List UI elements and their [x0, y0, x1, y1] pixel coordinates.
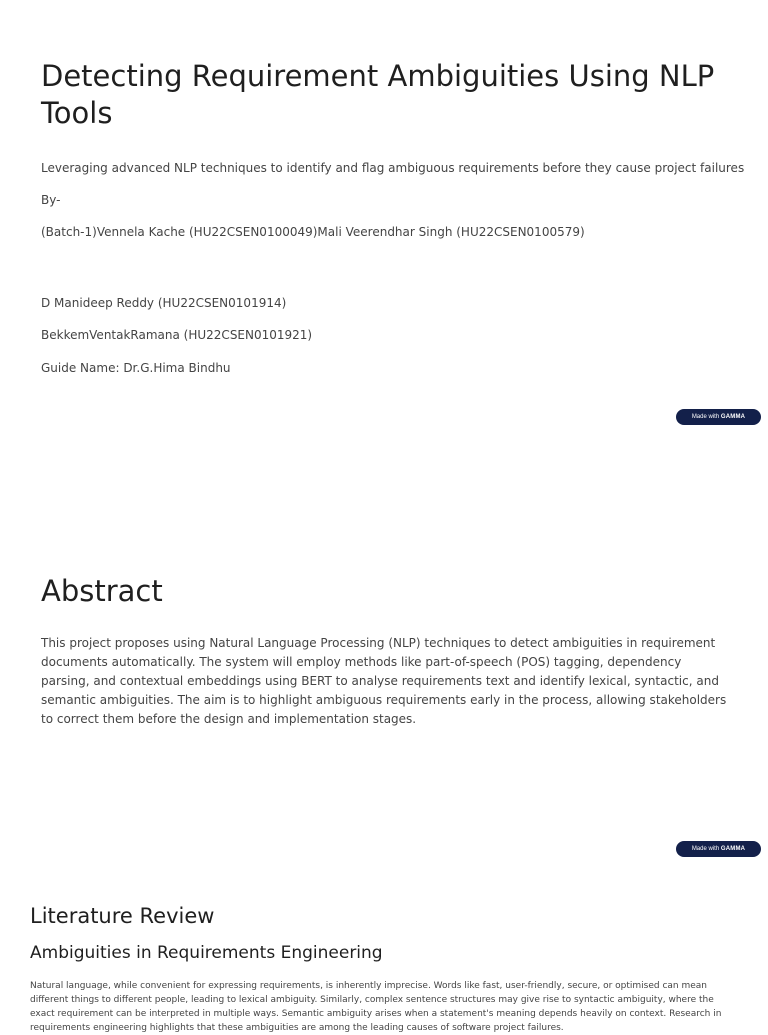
- authors-line: D Manideep Reddy (HU22CSEN0101914): [41, 296, 287, 310]
- abstract-slide: [0, 540, 768, 870]
- guide-name: Guide Name: Dr.G.Hima Bindhu: [41, 361, 231, 375]
- authors-line: BekkemVentakRamana (HU22CSEN0101921): [41, 328, 313, 342]
- badge-prefix: Made with: [691, 846, 720, 852]
- by-label: By-: [41, 193, 61, 207]
- gamma-logo: GAMMA: [720, 846, 746, 852]
- abstract-heading: Abstract: [41, 574, 163, 608]
- presentation-subtitle: Leveraging advanced NLP techniques to identify and flag ambiguous requirements before they cause project failures: [41, 161, 745, 175]
- made-with-gamma-badge[interactable]: [676, 409, 761, 425]
- literature-review-subheading: Ambiguities in Requirements Engineering: [30, 943, 383, 963]
- authors-line: (Batch-1)Vennela Kache (HU22CSEN0100049)Mali Veerendhar Singh (HU22CSEN0100579): [41, 225, 585, 239]
- literature-review-heading: Literature Review: [30, 904, 215, 928]
- badge-prefix: Made with: [691, 414, 720, 420]
- title-slide: [0, 0, 768, 440]
- abstract-body: This project proposes using Natural Language Processing (NLP) techniques to detect ambiguities in requirement documents automatically. The system will employ methods like part-of-speech (POS) tagging, dependency parsing, and contextual embeddings using BERT to analyse requirements text and identify lexical, syntactic, and semantic ambiguities. The aim is to highlight ambiguous requirements early in the process, allowing stakeholders to correct them before the design and implementation stages.: [41, 636, 727, 726]
- gamma-logo: GAMMA: [720, 414, 746, 420]
- made-with-gamma-badge[interactable]: [676, 841, 761, 857]
- literature-review-body: Natural language, while convenient for expressing requirements, is inherently imprecise. Words like fast, user-friendly, secure, or optimised can mean different things to different people, leading to lexical ambiguity. Similarly, complex sentence structures may give rise to syntactic ambiguity, where the exact requirement can be interpreted in multiple ways. Semantic ambiguity arises when a statement's meaning depends heavily on context. Research in requirements engineering highlights that these ambiguities are among the leading causes of software project failures.: [30, 981, 722, 1033]
- literature-review-slide: [0, 875, 768, 1033]
- presentation-title: Detecting Requirement Ambiguities Using NLP Tools: [41, 59, 715, 130]
